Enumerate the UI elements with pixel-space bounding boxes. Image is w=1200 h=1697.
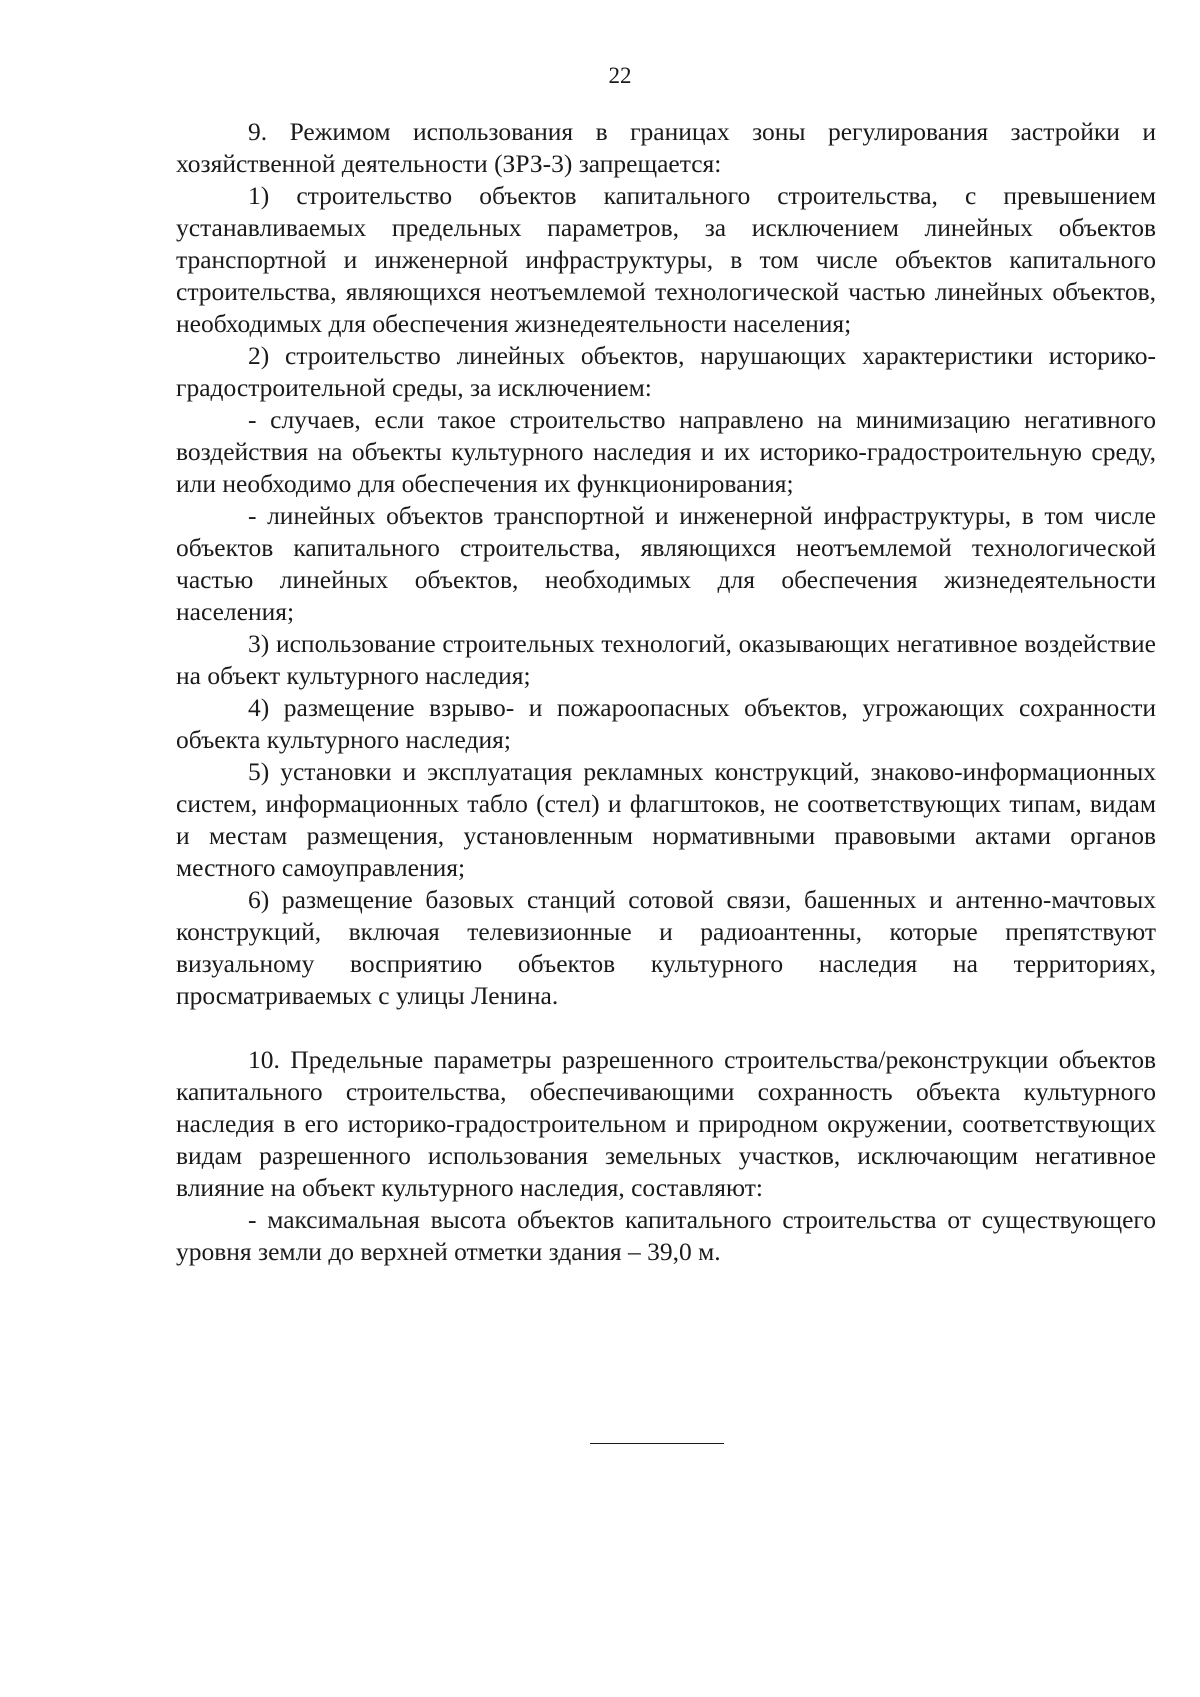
section-9-item-2-subitem-2: - линейных объектов транспортной и инженерной инфраструктуры, в том числе объектов капитального строительства, являющихся неотъемлемой технологической частью линейных объектов, необходимых для обеспечения жизнедеятельности населения; xyxy=(176,501,1156,626)
section-9-item-2: 2) строительство линейных объектов, нарушающих характеристики историко-градостроительной среды, за исключением: xyxy=(176,341,1156,402)
page-number: 22 xyxy=(608,63,632,88)
paragraph-gap xyxy=(176,1012,1156,1044)
section-9-item-2-subitem-1: - случаев, если такое строительство направлено на минимизацию негативного воздействия на объекты культурного наследия и их историко-градостроительную среду, или необходимо для обеспечения их функционирования; xyxy=(176,405,1156,498)
section-9-item-3: 3) использование строительных технологий, оказывающих негативное воздействие на объект культурного наследия; xyxy=(176,629,1156,690)
section-9-item-5: 5) установки и эксплуатация рекламных конструкций, знаково-информационных систем, информационных табло (стел) и флагштоков, не соответствующих типам, видам и местам размещения, установленным нормативными правовыми актами органов местного самоуправления; xyxy=(176,757,1156,882)
section-9-item-4: 4) размещение взрыво- и пожароопасных объектов, угрожающих сохранности объекта культурного наследия; xyxy=(176,693,1156,754)
end-of-text-rule xyxy=(590,1443,724,1444)
section-10-item-1: - максимальная высота объектов капитального строительства от существующего уровня земли до верхней отметки здания – 39,0 м. xyxy=(176,1205,1156,1266)
section-9-intro: 9. Режимом использования в границах зоны регулирования застройки и хозяйственной деятельности (ЗРЗ-3) запрещается: xyxy=(176,117,1156,178)
section-10-intro: 10. Предельные параметры разрешенного строительства/реконструкции объектов капитального строительства, обеспечивающими сохранность объекта культурного наследия в его историко-градостроительном и природном окружении, соответствующих видам разрешенного использования земельных участков, исключающим негативное влияние на объект культурного наследия, составляют: xyxy=(176,1045,1156,1202)
section-9-item-6: 6) размещение базовых станций сотовой связи, башенных и антенно-мачтовых конструкций, включая телевизионные и радиоантенны, которые препятствуют визуальному восприятию объектов культурного наследия на территориях, просматриваемых с улицы Ленина. xyxy=(176,885,1156,1010)
document-body xyxy=(176,116,1156,1268)
section-9-item-1: 1) строительство объектов капитального строительства, с превышением устанавливаемых предельных параметров, за исключением линейных объектов транспортной и инженерной инфраструктуры, в том числе объектов капитального строительства, являющихся неотъемлемой технологической частью линейных объектов, необходимых для обеспечения жизнедеятельности населения; xyxy=(176,181,1156,338)
